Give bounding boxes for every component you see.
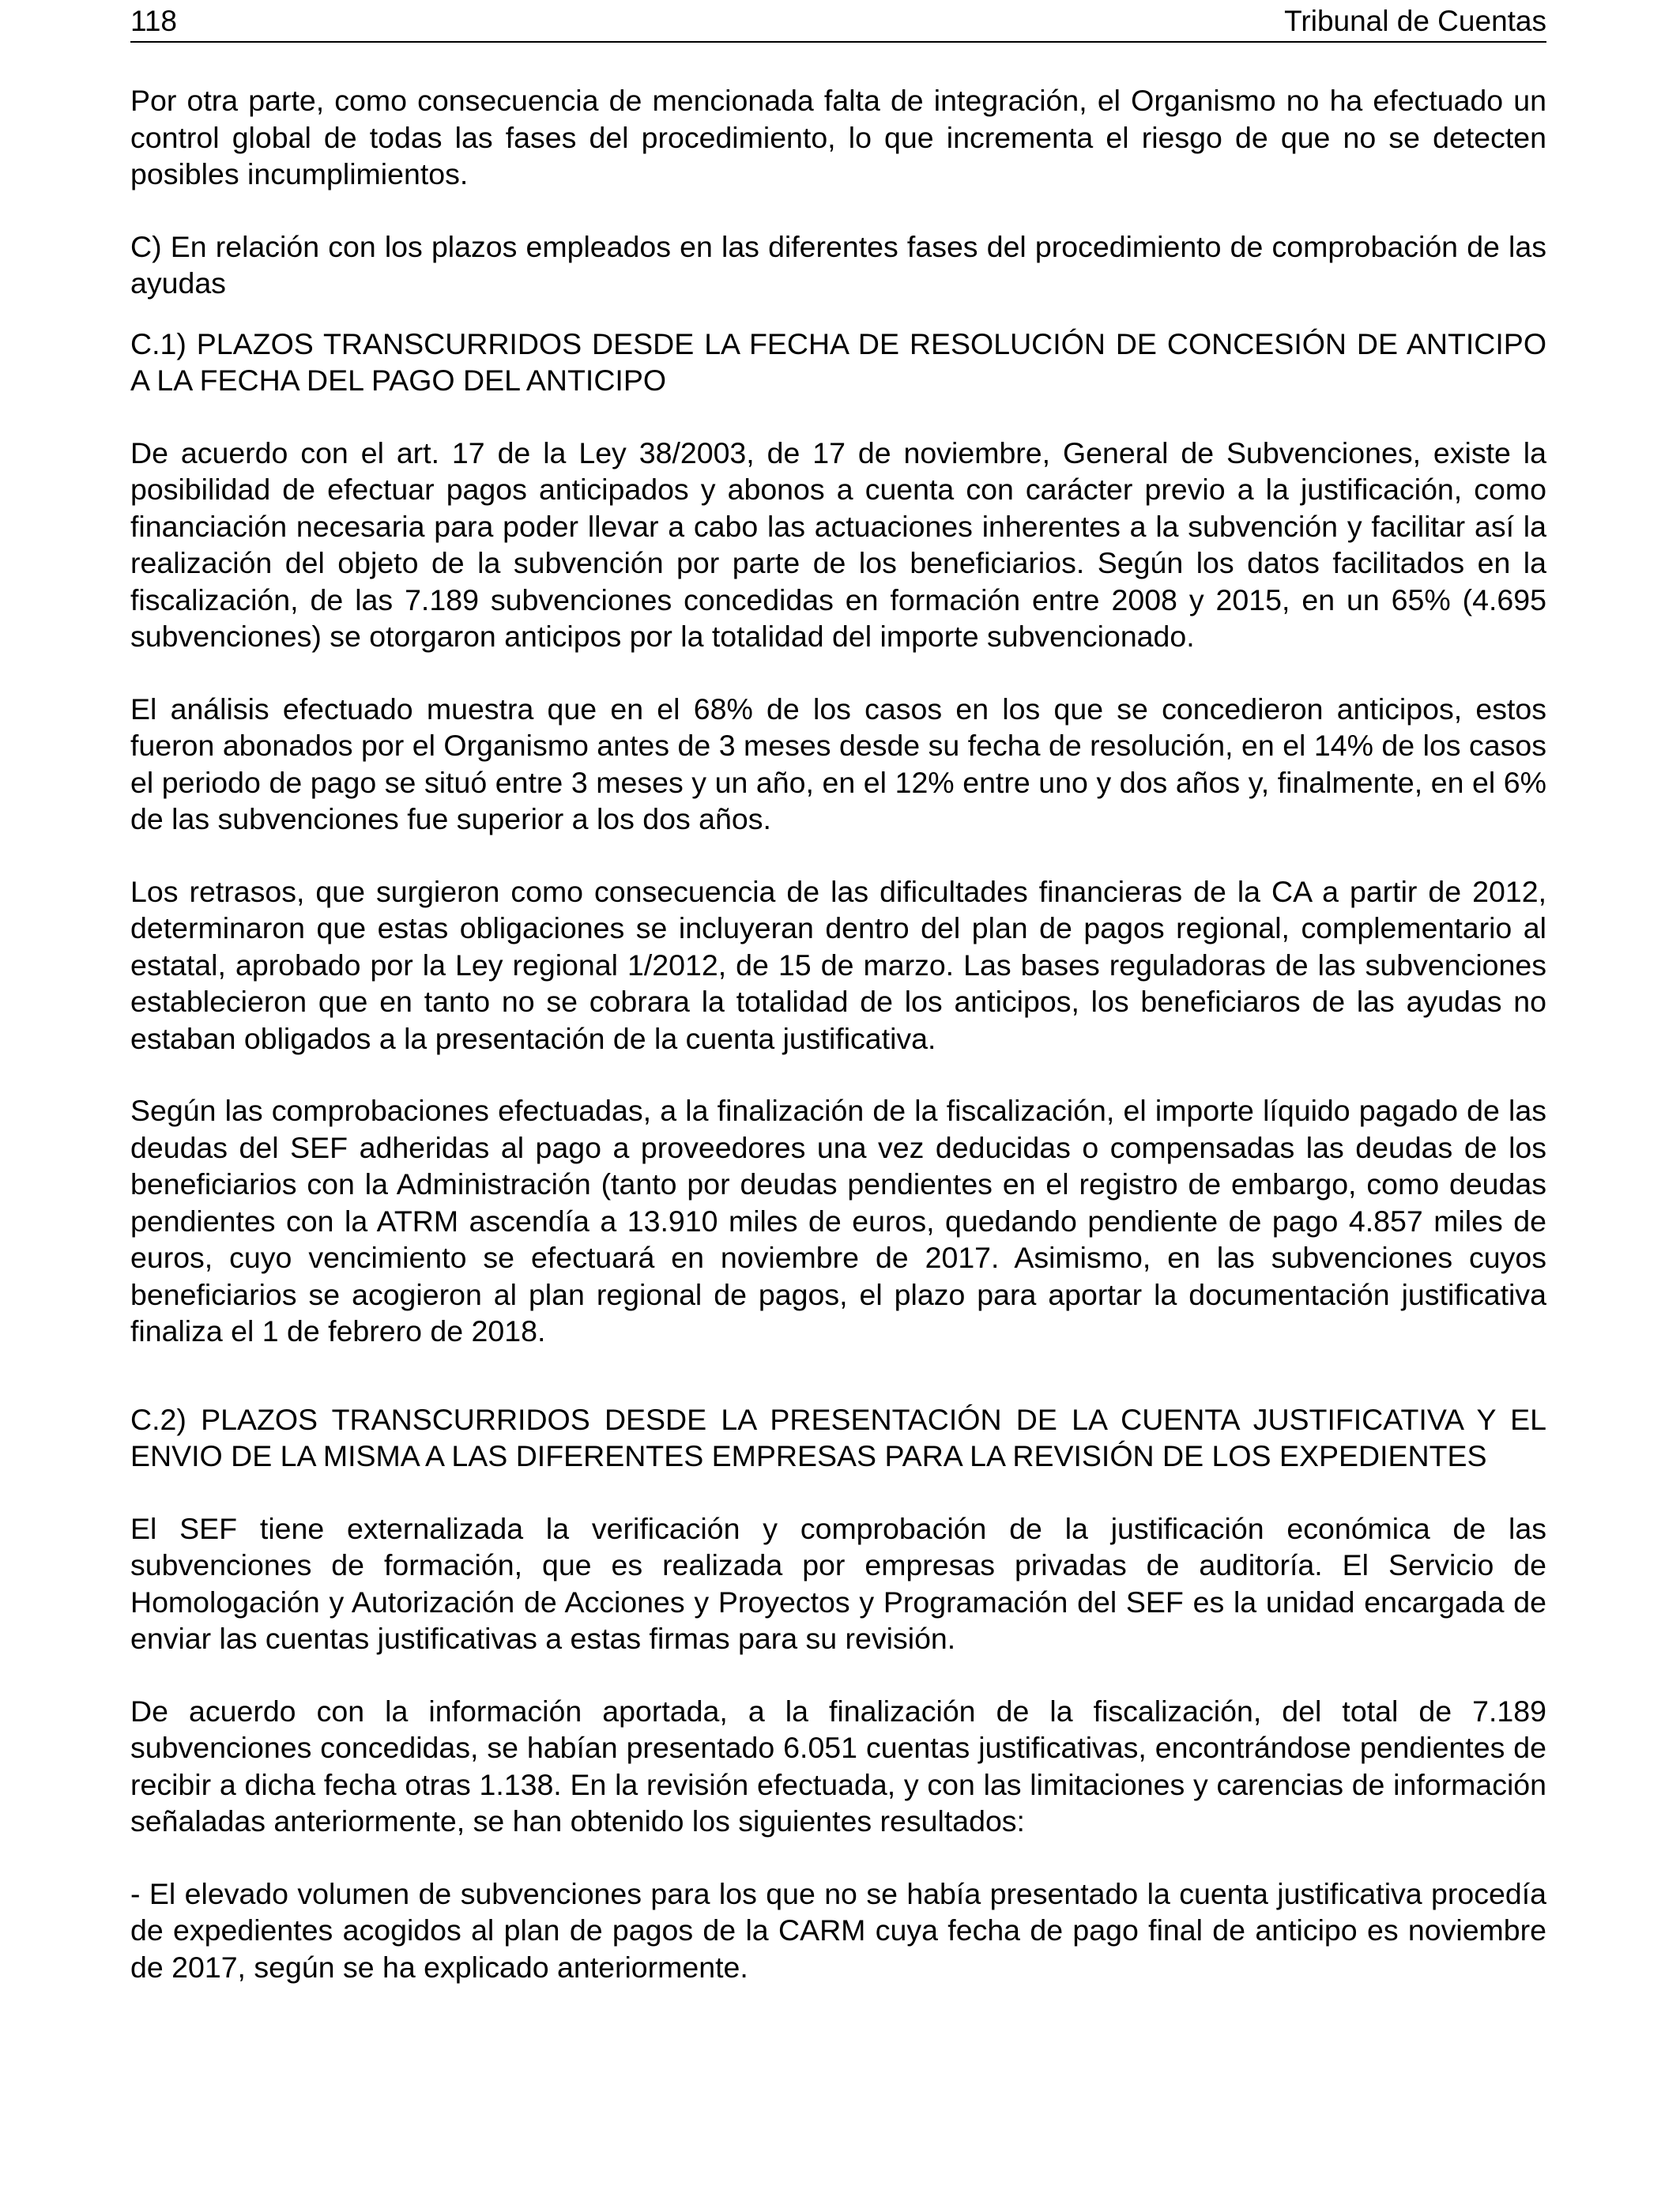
section-heading-c2: C.2) PLAZOS TRANSCURRIDOS DESDE LA PRESENTACIÓN DE LA CUENTA JUSTIFICATIVA Y EL ENVIO DE LA MISMA A LAS DIFERENTES EMPRESAS PARA LA REVISIÓN DE LOS EXPEDIENTES [130,1402,1546,1472]
paragraph-verifications: Según las comprobaciones efectuadas, a la finalización de la fiscalización, el importe líquido pagado de las deudas del SEF adheridas al pago a proveedores una vez deducidas o compensadas las deudas de los beneficiarios con la Administración (tanto por deudas pendientes en el registro de embargo, como deudas pendientes con la ATRM ascendía a 13.910 miles de euros, quedando pendiente de pago 4.857 miles de euros, cuyo vencimiento se efectuará en noviembre de 2017. Asimismo, en las subvenciones cuyos beneficiarios se acogieron al plan regional de pagos, el plazo para aportar la documentación justificativa finaliza el 1 de febrero de 2018. [130,1094,1546,1348]
paragraph-results-intro: De acuerdo con la información aportada, a la finalización de la fiscalización, del total de 7.189 subvenciones concedidas, se habían presentado 6.051 cuentas justificativas, encontrándose pendientes de recibir a dicha fecha otras 1.138. En la revisión efectuada, y con las limitaciones y carencias de información señaladas anteriormente, se han obtenido los siguientes resultados: [130,1694,1546,1838]
paragraph-advance-payments: De acuerdo con el art. 17 de la Ley 38/2003, de 17 de noviembre, General de Subvenciones, existe la posibilidad de efectuar pagos anticipados y abonos a cuenta con carácter previo a la justificación, como financiación necesaria para poder llevar a cabo las actuaciones inherentes a la subvención y facilitar así la realización del objeto de la subvención por parte de los beneficiarios. Según los datos facilitados en la fiscalización, de las 7.189 subvenciones concedidas en formación entre 2008 y 2015, en un 65% (4.695 subvenciones) se otorgaron anticipos por la totalidad del importe subvencionado. [130,435,1546,653]
section-heading-c1: C.1) PLAZOS TRANSCURRIDOS DESDE LA FECHA DE RESOLUCIÓN DE CONCESIÓN DE ANTICIPO A LA FECHA DEL PAGO DEL ANTICIPO [130,326,1546,397]
paragraph-outsourcing: El SEF tiene externalizada la verificación y comprobación de la justificación económica de las subvenciones de formación, que es realizada por empresas privadas de auditoría. El Servicio de Homologación y Autorización de Acciones y Proyectos y Programación del SEF es la unidad encargada de enviar las cuentas justificativas a estas firmas para su revisión. [130,1511,1546,1655]
document-body [130,82,1546,2021]
section-heading-c: C) En relación con los plazos empleados en las diferentes fases del procedimiento de comprobación de las ayudas [130,229,1546,300]
paragraph-delays: Los retrasos, que surgieron como consecuencia de las dificultades financieras de la CA a partir de 2012, determinaron que estas obligaciones se incluyeran dentro del plan de pagos regional, complementario al estatal, aprobado por la Ley regional 1/2012, de 15 de marzo. Las bases reguladoras de las subvenciones establecieron que en tanto no se cobrara la totalidad de los anticipos, los beneficiaros de las ayudas no estaban obligados a la presentación de la cuenta justificativa. [130,874,1546,1055]
page-number: 118 [130,5,177,37]
running-title: Tribunal de Cuentas [1284,5,1546,37]
paragraph-bullet-volume: - El elevado volumen de subvenciones para los que no se había presentado la cuenta justificativa procedía de expedientes acogidos al plan de pagos de la CARM cuya fecha de pago final de anticipo es noviembre de 2017, según se ha explicado anteriormente. [130,1876,1546,1984]
paragraph-analysis: El análisis efectuado muestra que en el 68% de los casos en los que se concedieron anticipos, estos fueron abonados por el Organismo antes de 3 meses desde su fecha de resolución, en el 14% de los casos el periodo de pago se situó entre 3 meses y un año, en el 12% entre uno y dos años y, finalmente, en el 6% de las subvenciones fue superior a los dos años. [130,692,1546,835]
page-header [130,3,1546,43]
paragraph-integration: Por otra parte, como consecuencia de mencionada falta de integración, el Organismo no ha efectuado un control global de todas las fases del procedimiento, lo que incrementa el riesgo de que no se detecten posibles incumplimientos. [130,84,1546,190]
